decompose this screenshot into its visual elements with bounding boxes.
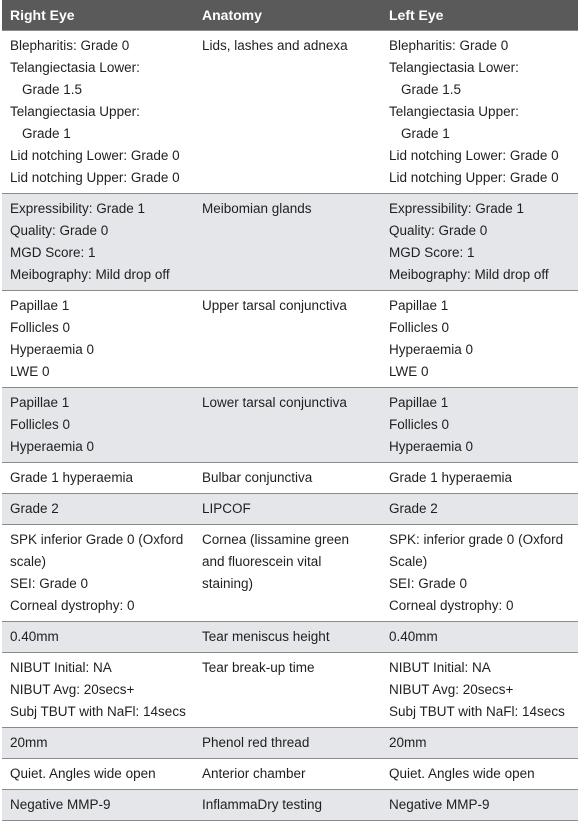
cell-anatomy [194, 653, 381, 728]
cell-left-eye [381, 653, 578, 728]
cell-line: Corneal dystrophy: 0 [10, 598, 135, 613]
cell-line: Lid notching Lower: Grade 0 [389, 148, 559, 163]
cell-line: Lid notching Upper: Grade 0 [10, 170, 180, 185]
cell-line: MGD Score: 1 [389, 245, 475, 260]
cell-line: MGD Score: 1 [10, 245, 96, 260]
cell-line: Upper tarsal conjunctiva [202, 298, 347, 313]
cell-line: Scale) [389, 554, 428, 569]
cell-line: Grade 1 [401, 126, 450, 141]
cell-line: Grade 1.5 [22, 82, 83, 97]
cell-left-eye [381, 194, 578, 291]
cell-line: 20mm [10, 735, 48, 750]
cell-line: NIBUT Initial: NA [10, 660, 112, 675]
cell-anatomy [194, 463, 381, 494]
cell-line: Papillae 1 [389, 395, 449, 410]
cell-anatomy [194, 728, 381, 759]
cell-anatomy [194, 525, 381, 622]
cell-left-eye [381, 494, 578, 525]
cell-line: Hyperaemia 0 [389, 342, 474, 357]
cell-left-eye [381, 291, 578, 388]
table-row [2, 494, 578, 525]
cell-line: Quiet. Angles wide open [10, 766, 156, 781]
cell-right-eye [2, 728, 194, 759]
table-body [2, 31, 578, 821]
cell-line: Grade 1 hyperaemia [389, 470, 513, 485]
table-row [2, 388, 578, 463]
cell-right-eye [2, 291, 194, 388]
table-row [2, 463, 578, 494]
cell-anatomy [194, 388, 381, 463]
cell-right-eye [2, 388, 194, 463]
cell-line: Follicles 0 [10, 320, 71, 335]
cell-right-eye [2, 463, 194, 494]
cell-right-eye [2, 494, 194, 525]
cell-left-eye [381, 790, 578, 821]
cell-anatomy [194, 31, 381, 194]
cell-line: Telangiectasia Upper: [389, 104, 519, 119]
cell-line: Bulbar conjunctiva [202, 470, 313, 485]
cell-left-eye [381, 622, 578, 653]
cell-anatomy [194, 790, 381, 821]
cell-line: Hyperaemia 0 [10, 439, 95, 454]
cell-line: Blepharitis: Grade 0 [10, 38, 130, 53]
cell-right-eye [2, 653, 194, 728]
cell-right-eye [2, 790, 194, 821]
eye-exam-table [2, 0, 578, 821]
cell-line: Grade 1 hyperaemia [10, 470, 134, 485]
cell-line: Expressibility: Grade 1 [10, 201, 146, 216]
cell-line: NIBUT Avg: 20secs+ [389, 682, 514, 697]
header-anatomy: Anatomy [194, 0, 381, 31]
cell-left-eye [381, 728, 578, 759]
cell-line: Telangiectasia Lower: [389, 60, 519, 75]
cell-line: Grade 1 [22, 126, 71, 141]
cell-line: Follicles 0 [389, 320, 450, 335]
cell-line: Meibography: Mild drop off [10, 267, 170, 282]
cell-line: Hyperaemia 0 [389, 439, 474, 454]
cell-line: SPK: inferior grade 0 (Oxford [389, 532, 564, 547]
cell-line: Lid notching Lower: Grade 0 [10, 148, 180, 163]
cell-line: staining) [202, 576, 254, 591]
cell-line: Meibomian glands [202, 201, 312, 216]
cell-right-eye [2, 622, 194, 653]
cell-line: Telangiectasia Lower: [10, 60, 140, 75]
table-row [2, 653, 578, 728]
table-row [2, 622, 578, 653]
cell-line: Papillae 1 [389, 298, 449, 313]
table-header [2, 0, 578, 31]
cell-line: SEI: Grade 0 [389, 576, 468, 591]
cell-line: Papillae 1 [10, 395, 70, 410]
cell-line: Cornea (lissamine green [202, 532, 350, 547]
cell-line: Corneal dystrophy: 0 [389, 598, 514, 613]
cell-line: LWE 0 [10, 364, 50, 379]
cell-anatomy [194, 291, 381, 388]
cell-line: Hyperaemia 0 [10, 342, 95, 357]
table-row [2, 790, 578, 821]
cell-line: Phenol red thread [202, 735, 310, 750]
cell-line: NIBUT Avg: 20secs+ [10, 682, 135, 697]
cell-line: InflammaDry testing [202, 797, 323, 812]
cell-line: LWE 0 [389, 364, 429, 379]
cell-line: Subj TBUT with NaFl: 14secs [10, 704, 186, 719]
header-left-eye: Left Eye [381, 0, 578, 31]
cell-line: LIPCOF [202, 501, 251, 516]
cell-line: Follicles 0 [10, 417, 71, 432]
cell-line: Lids, lashes and adnexa [202, 38, 348, 53]
cell-line: SPK inferior Grade 0 (Oxford [10, 532, 184, 547]
cell-line: Lid notching Upper: Grade 0 [389, 170, 559, 185]
table-row [2, 31, 578, 194]
cell-line: Grade 2 [10, 501, 59, 516]
cell-line: Negative MMP-9 [389, 797, 490, 812]
cell-line: 20mm [389, 735, 427, 750]
cell-line: Negative MMP-9 [10, 797, 111, 812]
cell-line: Tear break-up time [202, 660, 315, 675]
cell-right-eye [2, 31, 194, 194]
cell-line: and fluorescein vital [202, 554, 322, 569]
cell-right-eye [2, 194, 194, 291]
cell-line: Quiet. Angles wide open [389, 766, 535, 781]
cell-left-eye [381, 31, 578, 194]
cell-line: Lower tarsal conjunctiva [202, 395, 347, 410]
cell-right-eye [2, 525, 194, 622]
header-right-eye: Right Eye [2, 0, 194, 31]
cell-anatomy [194, 494, 381, 525]
cell-line: Tear meniscus height [202, 629, 330, 644]
cell-line: Anterior chamber [202, 766, 306, 781]
cell-line: scale) [10, 554, 47, 569]
cell-left-eye [381, 525, 578, 622]
cell-line: Follicles 0 [389, 417, 450, 432]
cell-line: Quality: Grade 0 [389, 223, 488, 238]
cell-line: NIBUT Initial: NA [389, 660, 491, 675]
cell-line: Grade 2 [389, 501, 438, 516]
cell-left-eye [381, 463, 578, 494]
cell-line: Grade 1.5 [401, 82, 462, 97]
cell-line: Meibography: Mild drop off [389, 267, 549, 282]
cell-line: 0.40mm [389, 629, 438, 644]
cell-anatomy [194, 194, 381, 291]
cell-line: 0.40mm [10, 629, 59, 644]
cell-left-eye [381, 388, 578, 463]
cell-line: Quality: Grade 0 [10, 223, 109, 238]
table-row [2, 291, 578, 388]
cell-anatomy [194, 622, 381, 653]
cell-line: Blepharitis: Grade 0 [389, 38, 509, 53]
cell-line: Telangiectasia Upper: [10, 104, 140, 119]
cell-line: Papillae 1 [10, 298, 70, 313]
table-row [2, 728, 578, 759]
header-row [2, 0, 578, 31]
table-row [2, 525, 578, 622]
cell-line: SEI: Grade 0 [10, 576, 89, 591]
cell-line: Expressibility: Grade 1 [389, 201, 525, 216]
table-row [2, 194, 578, 291]
cell-line: Subj TBUT with NaFl: 14secs [389, 704, 565, 719]
